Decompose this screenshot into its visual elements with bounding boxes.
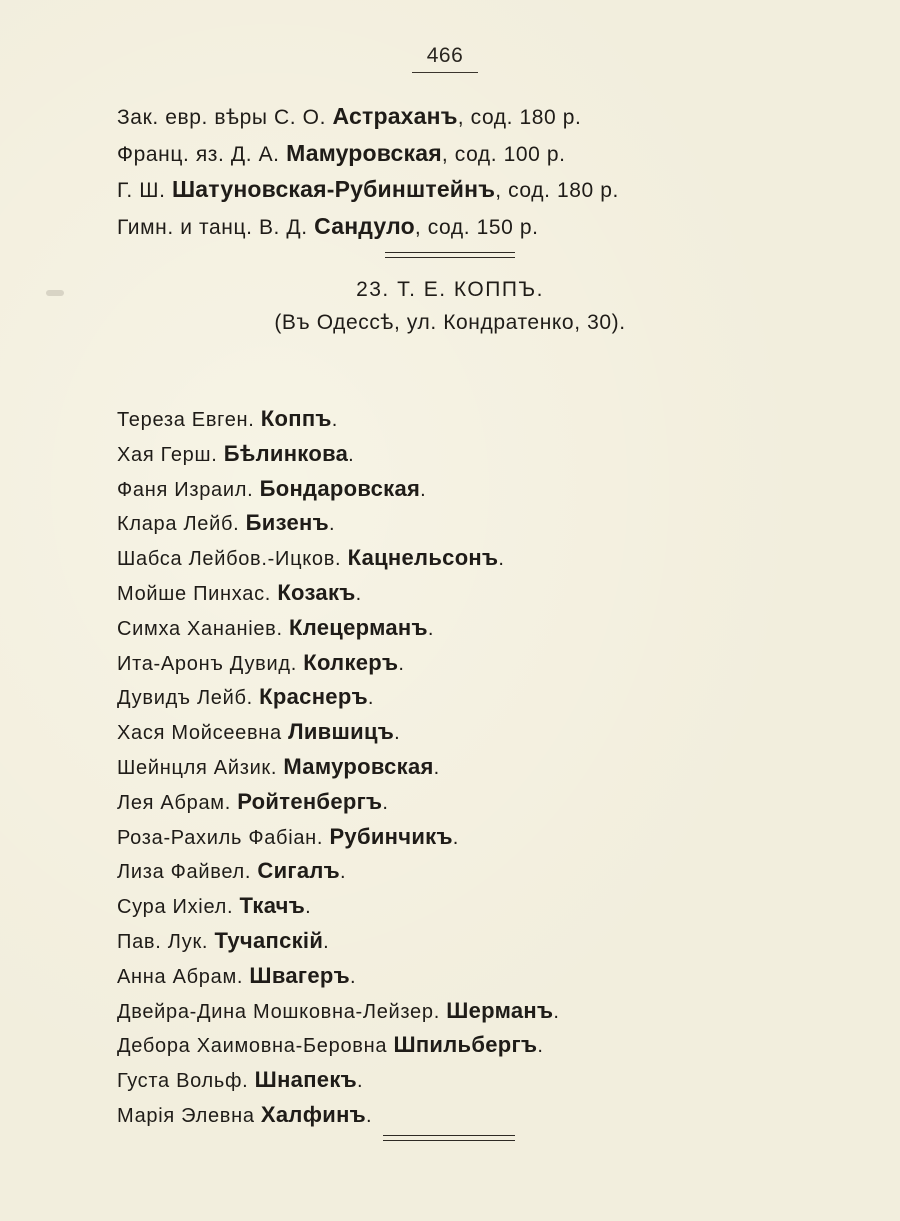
student-given-name: Шабса Лейбов.-Ицков. (117, 548, 348, 571)
student-entry (117, 680, 560, 715)
student-surname: Ткачъ (239, 893, 306, 919)
paper-speck (46, 290, 64, 296)
student-given-name: Анна Абрам. (117, 965, 250, 988)
teacher-list (117, 98, 619, 244)
student-given-name: Хася Мойсеевна (117, 722, 289, 745)
student-surname: Ройтенбергъ (237, 788, 383, 814)
teacher-surname: Шатуновская-Рубинштейнъ (172, 176, 496, 202)
student-period: . (398, 652, 405, 675)
student-period: . (349, 965, 357, 988)
student-surname: Лившицъ (288, 719, 395, 745)
teacher-salary: , сод. 180 р. (495, 179, 619, 202)
student-given-name: Тереза Евген. (117, 409, 261, 431)
student-surname: Козакъ (277, 579, 356, 605)
student-surname: Бондаровская (259, 475, 421, 501)
teacher-role: Зак. евр. вѣры С. О. (117, 106, 333, 129)
teacher-entry (117, 171, 619, 208)
teacher-surname: Астраханъ (332, 103, 458, 129)
student-given-name: Роза-Рахиль Фабіан. (117, 826, 330, 849)
student-given-name: Симха Хананіев. (117, 617, 290, 640)
student-surname: Шпильбергъ (393, 1032, 538, 1058)
student-entry (117, 402, 560, 437)
student-given-name: Ита-Аронъ Дувид. (117, 652, 304, 675)
student-period: . (356, 1070, 364, 1093)
student-period: . (331, 409, 339, 431)
student-entry (117, 994, 560, 1029)
student-entry (117, 785, 560, 820)
student-entry (117, 1098, 560, 1133)
student-given-name: Двейра-Дина Мошковна-Лейзер. (117, 1000, 447, 1023)
student-given-name: Дувидъ Лейб. (117, 687, 260, 710)
student-period: . (537, 1035, 544, 1058)
student-entry (117, 506, 560, 541)
student-entry (117, 646, 560, 681)
student-surname: Мамуровская (283, 753, 434, 779)
student-surname: Колкеръ (303, 649, 399, 675)
student-given-name: Клара Лейб. (117, 513, 246, 536)
student-period: . (340, 861, 347, 884)
student-given-name: Хая Герш. (117, 443, 224, 466)
student-entry (117, 541, 560, 576)
student-entry (117, 715, 560, 750)
student-given-name: Фаня Израил. (117, 478, 260, 501)
student-given-name: Марія Элевна (117, 1104, 261, 1127)
student-period: . (427, 617, 435, 640)
student-period: . (452, 826, 460, 849)
student-surname: Бизенъ (245, 510, 329, 536)
student-given-name: Лиза Файвел. (117, 861, 258, 884)
teacher-entry (117, 208, 619, 245)
teacher-salary: , сод. 150 р. (414, 215, 539, 239)
teacher-salary: , сод. 180 р. (457, 106, 582, 129)
student-entry (117, 924, 560, 959)
student-given-name: Шейнцля Айзик. (117, 756, 284, 779)
student-list (117, 402, 560, 1133)
section-address: (Въ Одессѣ, ул. Кондратенко, 30). (274, 311, 626, 334)
student-surname: Тучапскій (214, 927, 324, 953)
student-given-name: Лея Абрам. (117, 791, 238, 814)
student-surname: Кацнельсонъ (347, 545, 499, 571)
student-entry (117, 959, 560, 994)
section-heading: 23. Т. Е. КОППЪ. (356, 278, 544, 301)
teacher-surname: Мамуровская (286, 139, 442, 166)
student-period: . (329, 513, 336, 536)
student-surname: Халфинъ (260, 1101, 367, 1127)
student-surname: Шнапекъ (254, 1067, 357, 1093)
student-surname: Рубинчикъ (329, 823, 453, 849)
student-surname: Коппъ (260, 406, 332, 431)
teacher-salary: , сод. 100 р. (441, 142, 566, 166)
student-period: . (355, 582, 362, 605)
student-entry (117, 820, 560, 855)
student-surname: Краснеръ (259, 684, 368, 710)
student-period: . (498, 548, 505, 571)
page-number: 466 (426, 44, 464, 67)
teacher-role: Гимн. и танц. В. Д. (117, 215, 315, 239)
student-entry (117, 472, 560, 507)
student-entry (117, 854, 560, 889)
student-period: . (382, 791, 389, 814)
student-surname: Шерманъ (446, 997, 554, 1023)
student-entry (117, 437, 560, 472)
student-given-name: Сура Ихіел. (117, 896, 240, 919)
student-entry (117, 750, 560, 785)
section-divider (385, 252, 515, 258)
section-end-divider (383, 1135, 515, 1141)
student-period: . (305, 896, 312, 919)
student-period: . (553, 1000, 560, 1023)
student-entry (117, 1028, 560, 1063)
student-given-name: Пав. Лук. (117, 930, 215, 953)
teacher-entry (117, 98, 619, 135)
student-entry (117, 576, 560, 611)
teacher-role: Франц. яз. Д. А. (117, 142, 287, 166)
student-period: . (348, 443, 355, 466)
student-given-name: Мойше Пинхас. (117, 582, 278, 605)
student-period: . (323, 930, 330, 953)
student-period: . (366, 1104, 373, 1127)
page-number-underline (412, 72, 478, 73)
student-given-name: Дебора Хаимовна-Беровна (117, 1035, 394, 1058)
teacher-role: Г. Ш. (117, 179, 172, 202)
student-entry (117, 1063, 560, 1098)
student-surname: Швагеръ (249, 962, 350, 988)
student-period: . (394, 722, 401, 745)
teacher-surname: Сандуло (314, 212, 415, 239)
student-period: . (433, 756, 440, 779)
student-entry (117, 611, 560, 646)
student-entry (117, 889, 560, 924)
student-given-name: Густа Вольф. (117, 1070, 255, 1093)
teacher-entry (117, 135, 619, 172)
student-period: . (367, 687, 375, 710)
student-surname: Клецерманъ (289, 614, 428, 640)
student-period: . (420, 478, 427, 501)
student-surname: Бѣлинкова (223, 440, 349, 466)
student-surname: Сигалъ (257, 858, 341, 884)
